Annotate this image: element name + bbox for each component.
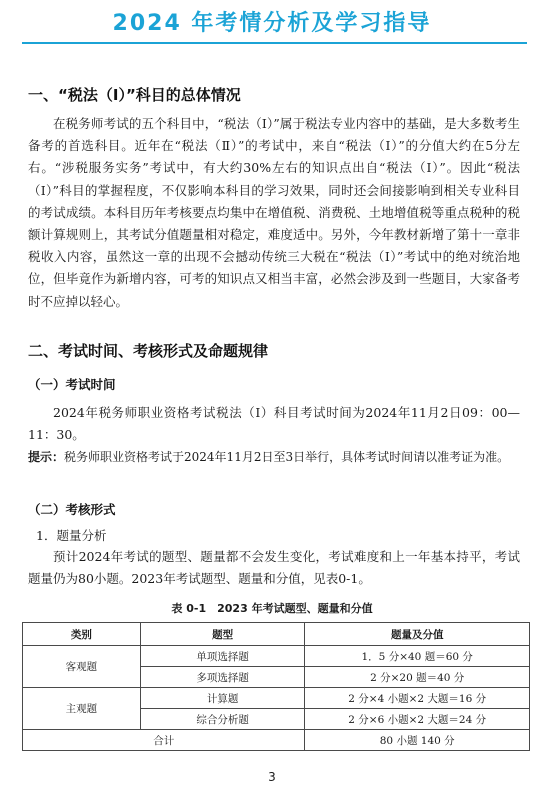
- table-row: [23, 688, 530, 709]
- title-rule: [22, 42, 527, 44]
- header-score: 题量及分值: [305, 623, 530, 646]
- note-text: 税务师职业资格考试于2024年11月2日至3日举行，具体考试时间请以准考证为准。: [64, 450, 510, 464]
- page-title: 2024 年考情分析及学习指导: [112, 11, 432, 36]
- header-type: 题型: [140, 623, 305, 646]
- score-cell: 1．5 分×40 题＝60 分: [305, 646, 530, 667]
- exam-time-body: 2024年税务师职业资格考试税法（Ⅰ）科目考试时间为2024年11月2日09：00—11：30。: [28, 405, 520, 443]
- note-label: 提示：: [28, 450, 65, 464]
- total-value: 80 小题 140 分: [305, 730, 530, 751]
- section1-heading: 一、“税法（Ⅰ）”科目的总体情况: [28, 86, 241, 104]
- score-cell: 2 分×20 题＝40 分: [305, 667, 530, 688]
- category-cell: 客观题: [23, 646, 141, 688]
- type-cell: 计算题: [140, 688, 305, 709]
- section1-body: 在税务师考试的五个科目中，“税法（Ⅰ）”属于税法专业内容中的基础，是大多数考生备考的首选科目。近年在“税法（Ⅱ）”的考试中，来自“税法（Ⅰ）”的分值大约在5分左右。“涉税服务实务”考试中，有大约30%左右的知识点出自“税法（Ⅰ）”。因此“税法（Ⅰ）”科目的掌握程度，不仅影响本科目的学习效果，同时还会间接影响到相关专业科目的考试成绩。本科目历年考核要点均集中在增值税、消费税、土地增值税等重点税种的税额计算规则上，其考试分值题量相对稳定，难度适中。另外，今年教材新增了第十一章非税收入内容，虽然这一章的出现不会撼动传统三大税在“税法（Ⅰ）”考试中的绝对统治地位，但毕竟作为新增内容，可考的知识点又相当丰富，必然会涉及到一些题目，大家备考时不应掉以轻心。: [28, 116, 520, 309]
- question-analysis-body: 预计2024年考试的题型、题量都不会发生变化，考试难度和上一年基本持平，考试题量仍为80小题。2023年考试题型、题量和分值，见表0-1。: [28, 549, 520, 587]
- exam-structure-table: [22, 622, 530, 751]
- type-cell: 多项选择题: [140, 667, 305, 688]
- type-cell: 综合分析题: [140, 709, 305, 730]
- type-cell: 单项选择题: [140, 646, 305, 667]
- total-label: 合计: [23, 730, 305, 751]
- table-total-row: [23, 730, 530, 751]
- section2-heading: 二、考试时间、考核形式及命题规律: [28, 342, 269, 360]
- header-category: 类别: [23, 623, 141, 646]
- table-row: [23, 646, 530, 667]
- exam-form-heading: （二）考核形式: [28, 502, 116, 517]
- category-cell: 主观题: [23, 688, 141, 730]
- table-caption: 表 0-1 2023 年考试题型、题量和分值: [171, 602, 373, 615]
- score-cell: 2 分×4 小题×2 大题＝16 分: [305, 688, 530, 709]
- exam-time-heading: （一）考试时间: [28, 377, 116, 392]
- table-header-row: [23, 623, 530, 646]
- question-analysis-heading: 1．题量分析: [36, 528, 107, 543]
- exam-time-note: [28, 446, 520, 468]
- score-cell: 2 分×6 小题×2 大题＝24 分: [305, 709, 530, 730]
- page-number: 3: [268, 770, 276, 784]
